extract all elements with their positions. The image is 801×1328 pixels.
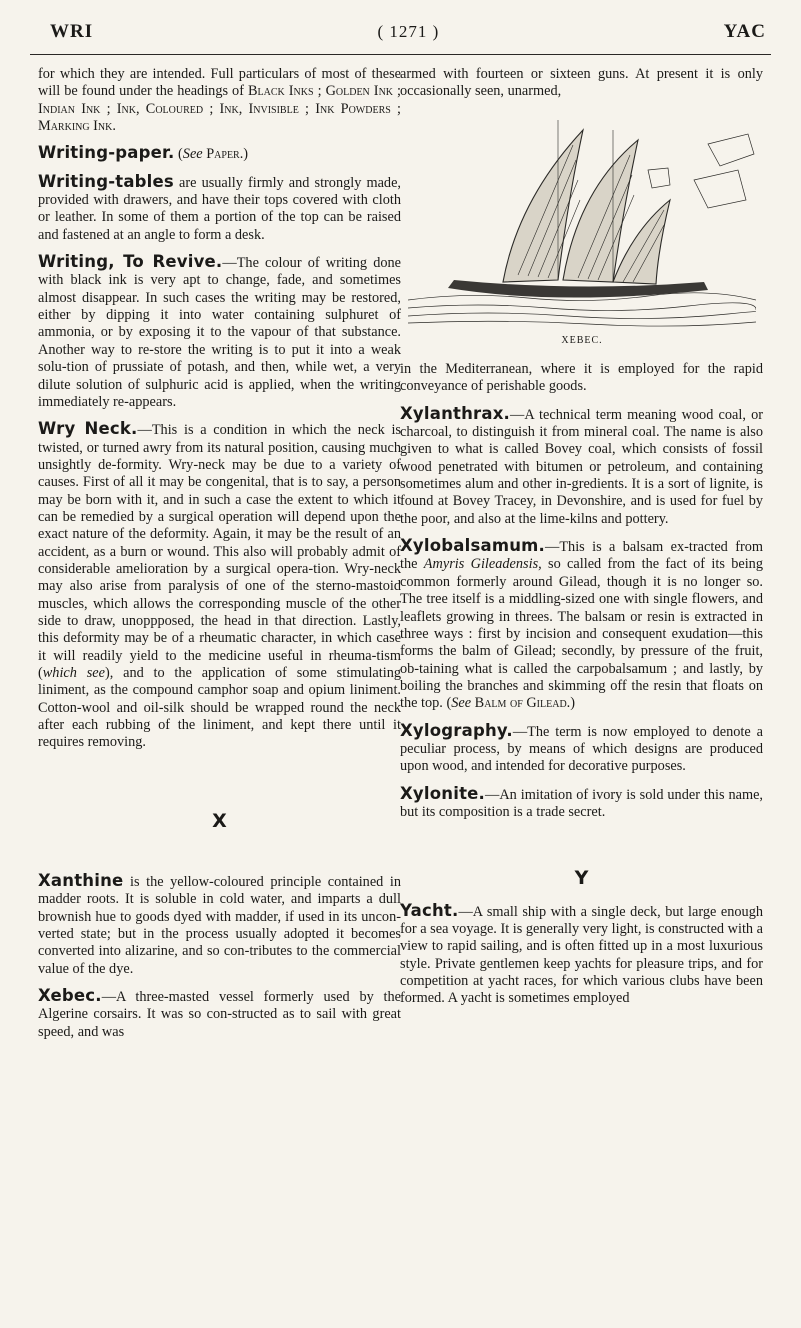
xebec-continued: armed with fourteen or sixteen guns. At present it is only occasionally seen, unarmed, <box>400 66 763 100</box>
page-number: ( 1271 ) <box>377 22 440 41</box>
entry-writing-tables: Writing-tables are usually firmly and strongly made, provided with drawers, and have their tops covered with cloth or leather. In some of them a portion of the top can be raised and fastened at an angle to form a desk. <box>38 171 401 243</box>
entry-wry-neck: Wry Neck.—This is a condition in which the neck is twisted, or turned awry from its natural position, causing much unsightly de-formity. Wry-neck may be due to a variety of causes. First of all it may be congenital, that is to say, a person may be born with it, and in such a case the extent to which it can be remedied by a surgical operation will depend upon the exact nature of the deformity. Again, it may be the result of an accident, as a burn or wound. This also will probably admit of considerable amelioration by a surgical opera-tion. Wry-neck may also arise from paralysis of one of the sterno-mastoid muscles, which allows the corresponding muscle of the other side to draw, unoppposed, the head in that direction. Lastly, this deformity may be of a rheumatic character, in which case it will readily yield to the medicine useful in rheuma-tism (which see), and to the application of some stimulating liniment, as the compound camphor soap and opium liniment. Cotton-wool and oil-silk should be wrapped round the neck after each rubbing of the liniment, and kept there until it requires removing. <box>38 419 401 751</box>
cross-reference: Balm of Gilead <box>474 695 567 712</box>
entry-writing-revive: Writing, To Revive.—The colour of writing done with black ink is very apt to change, fade, and sometimes almost disappear. In such cases the writing may be restored, either by dipping it into water containing sulphuret of ammonia, or by exposing it to the vapour of that substance. Another way to re-store the writing is to put it into a weak solu-tion of prussiate of potash, and then, while wet, a very dilute solution of sulphuric acid is applied, when the writing immediately re-appears. <box>38 252 401 410</box>
entry-xylanthrax: Xylanthrax.—A technical term meaning wood coal, or charcoal, to distinguish it from mineral coal. The name is also given to what is called Bovey coal, which consists of fossil wood penetrated with bitumen or petroleum, and containing sometimes alum and other in-gredients. It is a sort of lignite, is found at Bovey Tracey, in Devonshire, and is used for fuel by the poor, and also at the lime-kilns and pottery. <box>400 403 763 527</box>
entry-xanthine: Xanthine is the yellow-coloured principle contained in madder roots. It is soluble in cold water, and imparts a dull brownish hue to goods dyed with madder, if used in its uncon-verted state; but in the process usually adopted it becomes converted into alizarine, and so con-tributes to the commercial value of the dye. <box>38 871 401 977</box>
figure-caption: XEBEC. <box>561 334 603 346</box>
running-header <box>50 12 766 52</box>
headword: Wry Neck. <box>38 419 138 439</box>
left-column <box>38 66 401 1050</box>
headword: Xylography. <box>400 720 513 740</box>
headword: Xebec. <box>38 986 102 1006</box>
entry-xylonite: Xylonite.—An imitation of ivory is sold under this name, but its composition is a trade secret. <box>400 783 763 820</box>
headword: Xylonite. <box>400 783 486 803</box>
headword: Writing-tables <box>38 171 174 191</box>
header-left: WRI <box>50 21 94 42</box>
entry-yacht: Yacht.—A small ship with a single deck, but large enough for a sea voyage. It is generally very light, is constructed with a view to rapid sailing, and is often fitted up in a most luxurious style. Private gentlemen keep yachts for pleasure trips, and for competition at yacht races, for which various clubs have been formed. A yacht is sometimes employed <box>400 900 763 1007</box>
xebec-illustration <box>408 110 756 349</box>
cross-reference: Paper <box>206 146 240 163</box>
headword: Xanthine <box>38 871 124 891</box>
section-letter-y: Y <box>574 867 589 890</box>
entry-xylography: Xylography.—The term is now employed to denote a peculiar process, by means of which designs are produced upon wood, and intended for decorative purposes. <box>400 720 763 775</box>
xebec-continued-2: in the Mediterranean, where it is employed for the rapid conveyance of perishable goods. <box>400 361 763 395</box>
headword: Xylobalsamum. <box>400 536 546 556</box>
header-rule <box>30 54 771 55</box>
right-column <box>400 66 763 1017</box>
ink-paragraph: for which they are intended. Full particulars of most of these will be found under the headings of Black Inks ; Golden Ink ; Indian Ink ; Ink, Coloured ; Ink, Invisible ; Ink Powders ; Marking Ink. <box>38 66 402 135</box>
xebec-engraving <box>408 110 756 328</box>
headword: Writing-paper. <box>38 143 175 163</box>
ink-cross-references: Black Inks ; Golden Ink ; Indian Ink ; Ink, Coloured ; Ink, Invisible ; Ink Powders ; Marking Ink. <box>38 83 402 135</box>
entry-xylobalsamum: Xylobalsamum.—This is a balsam ex-tracted from the Amyris Gileadensis, so called from the fact of its being common formerly around Gilead, though it is no longer so. The tree itself is a middling-sized one with single flowers, and leaflets growing in threes. The balsam or resin is extracted in three ways : first by incision and consequent exudation—this forms the balm of Gilead; secondly, by pressure of the fruit, ob-taining what is called the carpobalsamum ; and lastly, by boiling the branches and skimming off the resin that floats on the top. (See Balm of Gilead.) <box>400 536 763 712</box>
headword: Writing, To Revive. <box>38 252 223 272</box>
section-letter-x: X <box>212 809 227 832</box>
headword: Yacht. <box>400 900 459 920</box>
entry-writing-paper: Writing-paper. (See Paper.) <box>38 143 249 163</box>
entry-xebec: Xebec.—A three-masted vessel formerly used by the Algerine corsairs. It was so con-structed as to sail with great speed, and was <box>38 986 401 1040</box>
headword: Xylanthrax. <box>400 403 511 423</box>
header-right: YAC <box>723 21 766 42</box>
